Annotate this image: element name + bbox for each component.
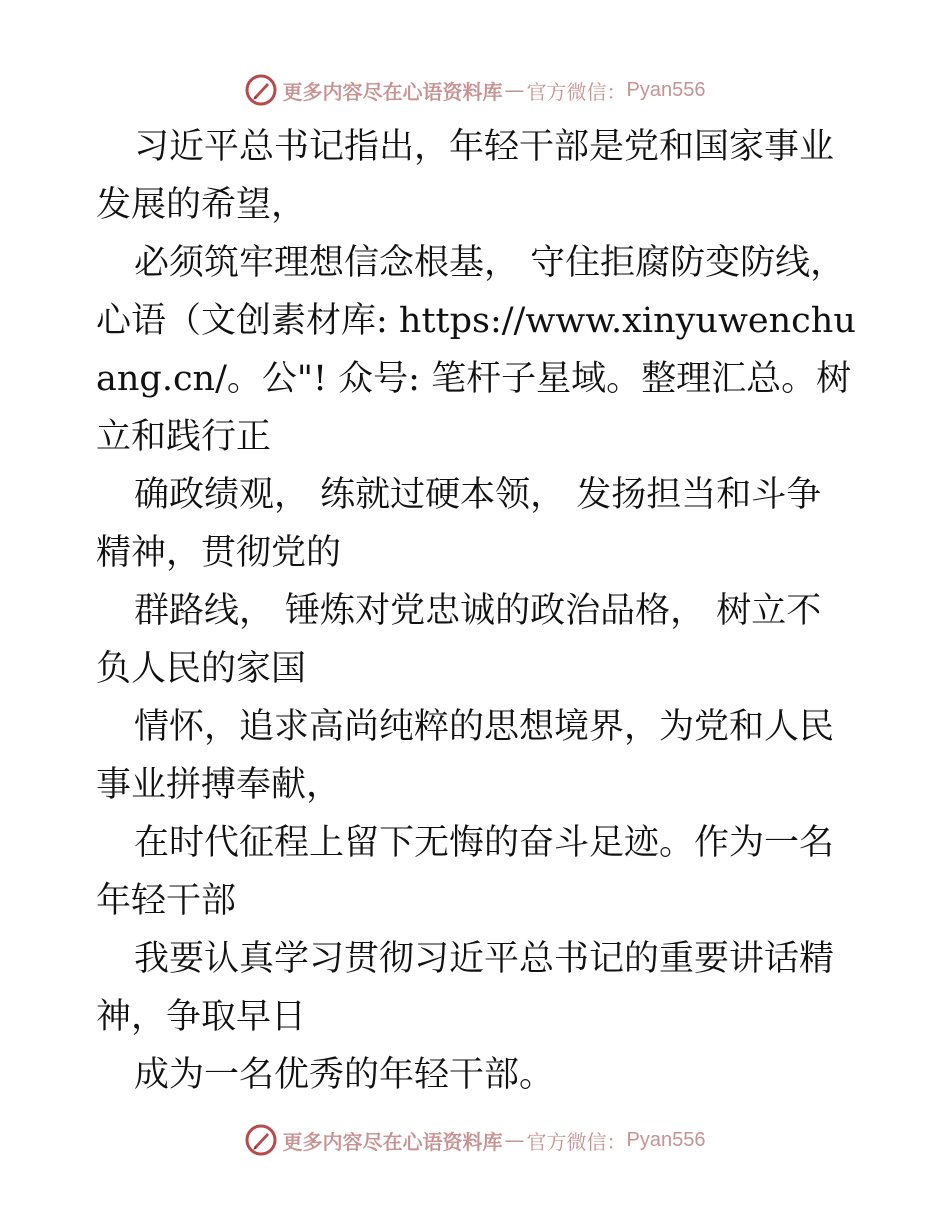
paragraph: 在时代征程上留下无悔的奋斗足迹。作为一名年轻干部 — [96, 823, 835, 921]
paragraph: 群路线， 锤炼对党忠诚的政治品格， 树立不负人民的家国 — [96, 591, 822, 689]
banner-contact-id: Pyan556 — [626, 1128, 706, 1151]
quill-pen-icon — [245, 1124, 277, 1156]
banner-separator: — — [504, 78, 525, 102]
document-body — [96, 118, 856, 1104]
paragraph: 成为一名优秀的年轻干部。 — [134, 1055, 555, 1095]
paragraph: 必须筑牢理想信念根基， 守住拒腐防变防线，心语（文创素材库: https://www.xinyuwenchuang.cn/。公"! 众号: 笔杆子星域。整理汇总。树立和践行正 — [96, 243, 856, 457]
paragraph: 我要认真学习贯彻习近平总书记的重要讲话精神，争取早日 — [96, 939, 835, 1037]
banner-contact-id: Pyan556 — [626, 78, 706, 101]
banner-separator: — — [504, 1128, 525, 1152]
paragraph: 情怀，追求高尚纯粹的思想境界，为党和人民事业拼搏奉献， — [96, 707, 835, 805]
quill-pen-icon — [245, 74, 277, 106]
banner-main-text: 更多内容尽在心语资料库 — [282, 79, 503, 104]
banner-main-text: 更多内容尽在心语资料库 — [282, 1129, 503, 1154]
footer-banner — [0, 1120, 950, 1160]
banner-contact-label: 官方微信： — [526, 1129, 627, 1154]
banner-contact-label: 官方微信： — [526, 79, 627, 104]
header-banner — [0, 70, 950, 110]
paragraph: 习近平总书记指出，年轻干部是党和国家事业发展的希望， — [96, 127, 835, 225]
paragraph: 确政绩观， 练就过硬本领， 发扬担当和斗争精神，贯彻党的 — [96, 475, 822, 573]
